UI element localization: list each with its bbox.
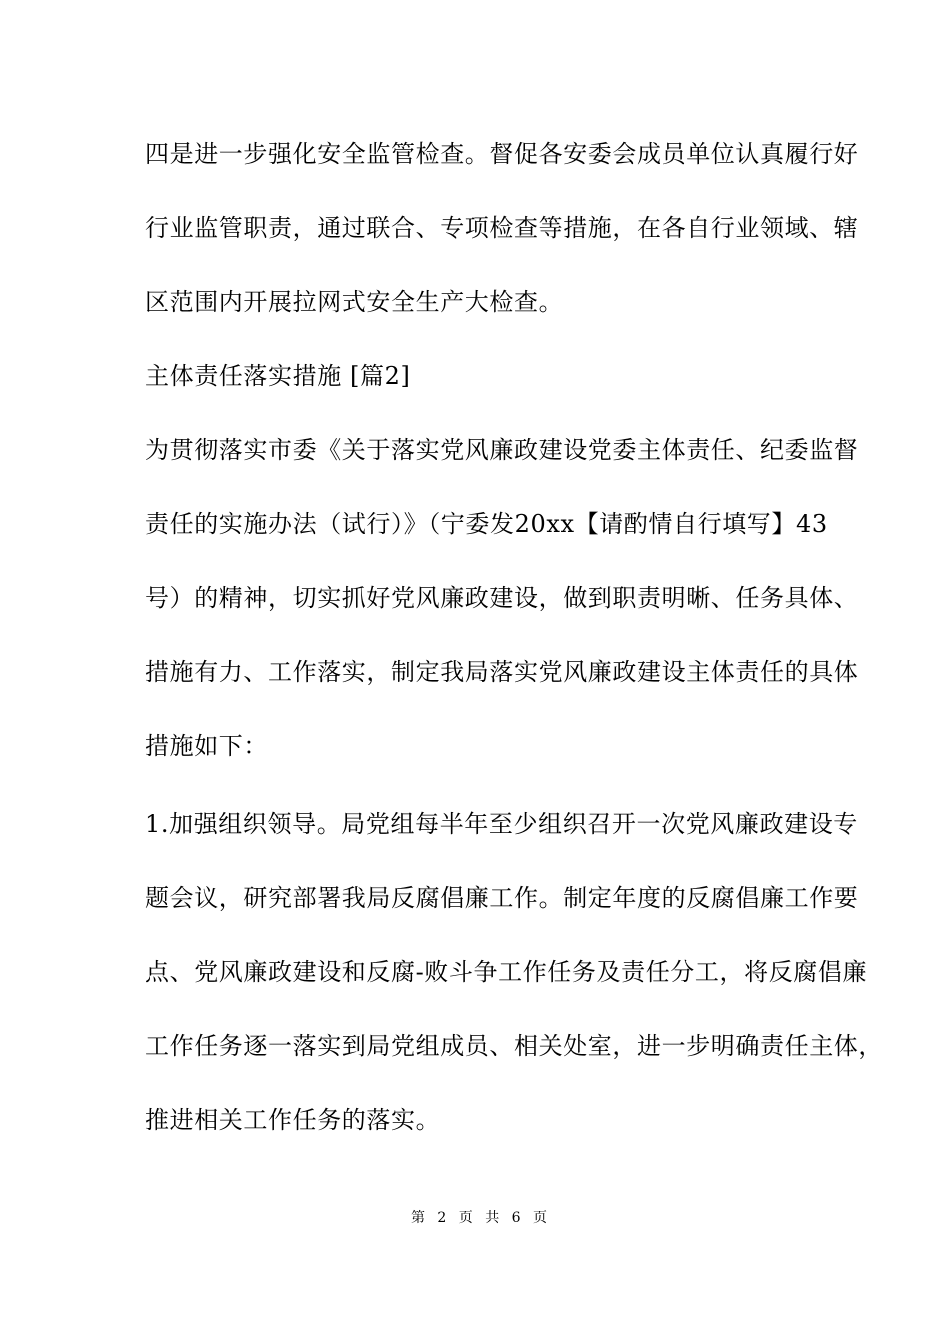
- paragraph-line: 推进相关工作任务的落实。: [145, 1106, 441, 1134]
- page-number-footer: 第 2 页 共 6 页: [410, 1210, 552, 1226]
- paragraph-line: 措施有力、工作落实，制定我局落实党风廉政建设主体责任的具体: [145, 658, 859, 686]
- paragraph-line: 题会议，研究部署我局反腐倡廉工作。制定年度的反腐倡廉工作要: [145, 884, 859, 912]
- paragraph-line: 行业监管职责，通过联合、专项检查等措施，在各自行业领域、辖: [145, 214, 859, 242]
- paragraph-line: 四是进一步强化安全监管检查。督促各安委会成员单位认真履行好: [145, 140, 859, 168]
- paragraph-line: 1.加强组织领导。局党组每半年至少组织召开一次党风廉政建设专: [145, 810, 858, 838]
- paragraph-line: 责任的实施办法（试行）》（宁委发20xx【请酌情自行填写】43: [145, 510, 828, 538]
- paragraph-line: 工作任务逐一落实到局党组成员、相关处室，进一步明确责任主体，: [145, 1032, 883, 1060]
- paragraph-line: 为贯彻落实市委《关于落实党风廉政建设党委主体责任、纪委监督: [145, 436, 859, 464]
- paragraph-line: 点、党风廉政建设和反腐-败斗争工作任务及责任分工，将反腐倡廉: [145, 958, 868, 986]
- paragraph-line: 区范围内开展拉网式安全生产大检查。: [145, 288, 564, 316]
- paragraph-line: 号）的精神，切实抓好党风廉政建设，做到职责明晰、任务具体、: [145, 584, 859, 612]
- paragraph-line: 措施如下：: [145, 732, 268, 760]
- section-heading: 主体责任落实措施 [篇2]: [145, 362, 411, 390]
